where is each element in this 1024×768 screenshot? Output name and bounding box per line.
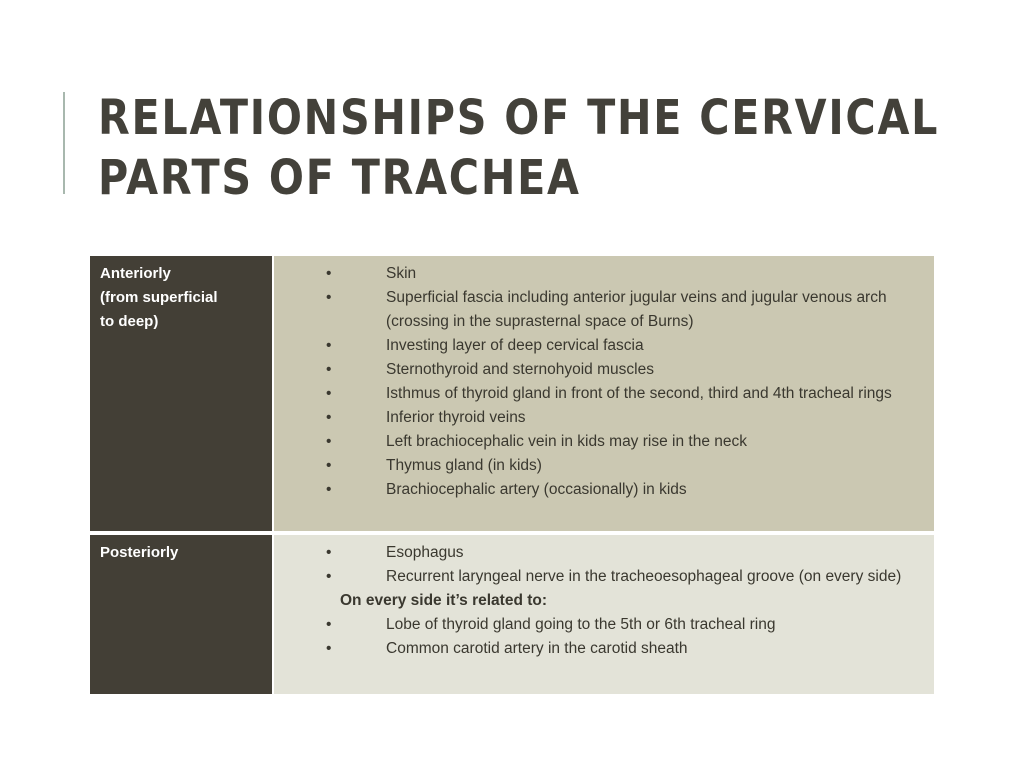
bullet-icon: • xyxy=(326,457,332,474)
table-row-anteriorly xyxy=(90,256,934,531)
bullet-icon: • xyxy=(326,544,332,561)
row-label-posteriorly xyxy=(90,535,272,694)
bullet-icon: • xyxy=(326,265,332,282)
list-item-text: Superficial fascia including anterior jugular veins and jugular venous arch (crossing in the suprasternal space of Burns) xyxy=(386,289,887,330)
list-item xyxy=(274,358,934,382)
list-item xyxy=(274,334,934,358)
row-label-line: Posteriorly xyxy=(100,544,179,561)
lateral-relations-list xyxy=(274,613,934,661)
list-item xyxy=(274,613,934,637)
list-item xyxy=(274,454,934,478)
slide-title-line-1: RELATIONSHIPS OF THE CERVICAL xyxy=(98,90,940,146)
list-item-text: Common carotid artery in the carotid sheath xyxy=(386,640,688,657)
list-item xyxy=(274,382,934,406)
list-item-text: Investing layer of deep cervical fascia xyxy=(386,337,644,354)
list-item xyxy=(274,430,934,454)
list-item xyxy=(274,637,934,661)
row-label-line: (from superficial xyxy=(100,289,218,306)
bullet-icon: • xyxy=(326,640,332,657)
list-item-text: Esophagus xyxy=(386,544,464,561)
title-accent-bar xyxy=(63,92,65,194)
relations-table xyxy=(90,256,934,694)
bullet-icon: • xyxy=(326,433,332,450)
list-item-text: Lobe of thyroid gland going to the 5th or 6th tracheal ring xyxy=(386,616,776,633)
row-content-posteriorly xyxy=(274,535,934,694)
bullet-icon: • xyxy=(326,409,332,426)
list-item xyxy=(274,478,934,502)
list-item xyxy=(274,565,934,589)
list-item-text: Inferior thyroid veins xyxy=(386,409,526,426)
row-content-anteriorly xyxy=(274,256,934,531)
bullet-icon: • xyxy=(326,289,332,306)
row-label-line: to deep) xyxy=(100,313,159,330)
list-item-text: Brachiocephalic artery (occasionally) in kids xyxy=(386,481,687,498)
list-item xyxy=(274,286,934,334)
lateral-relations-heading: On every side it’s related to: xyxy=(340,592,548,609)
row-label-line: Anteriorly xyxy=(100,265,171,282)
bullet-icon: • xyxy=(326,385,332,402)
list-item-text: Isthmus of thyroid gland in front of the second, third and 4th tracheal rings xyxy=(386,385,892,402)
slide-title-line-2: PARTS OF TRACHEA xyxy=(98,150,581,206)
list-item-text: Sternothyroid and sternohyoid muscles xyxy=(386,361,654,378)
list-item-text: Left brachiocephalic vein in kids may rise in the neck xyxy=(386,433,747,450)
list-item xyxy=(274,406,934,430)
slide-title xyxy=(98,88,940,208)
row-label-anteriorly xyxy=(90,256,272,531)
anterior-relations-list xyxy=(274,262,934,502)
bullet-icon: • xyxy=(326,337,332,354)
bullet-icon: • xyxy=(326,568,332,585)
list-item-text: Recurrent laryngeal nerve in the tracheoesophageal groove (on every side) xyxy=(386,568,902,585)
bullet-icon: • xyxy=(326,481,332,498)
posterior-relations-list xyxy=(274,541,934,589)
bullet-icon: • xyxy=(326,361,332,378)
list-item-text: Skin xyxy=(386,265,417,282)
bullet-icon: • xyxy=(326,616,332,633)
table-row-posteriorly xyxy=(90,535,934,694)
list-item xyxy=(274,541,934,565)
list-item xyxy=(274,262,934,286)
list-item-text: Thymus gland (in kids) xyxy=(386,457,542,474)
